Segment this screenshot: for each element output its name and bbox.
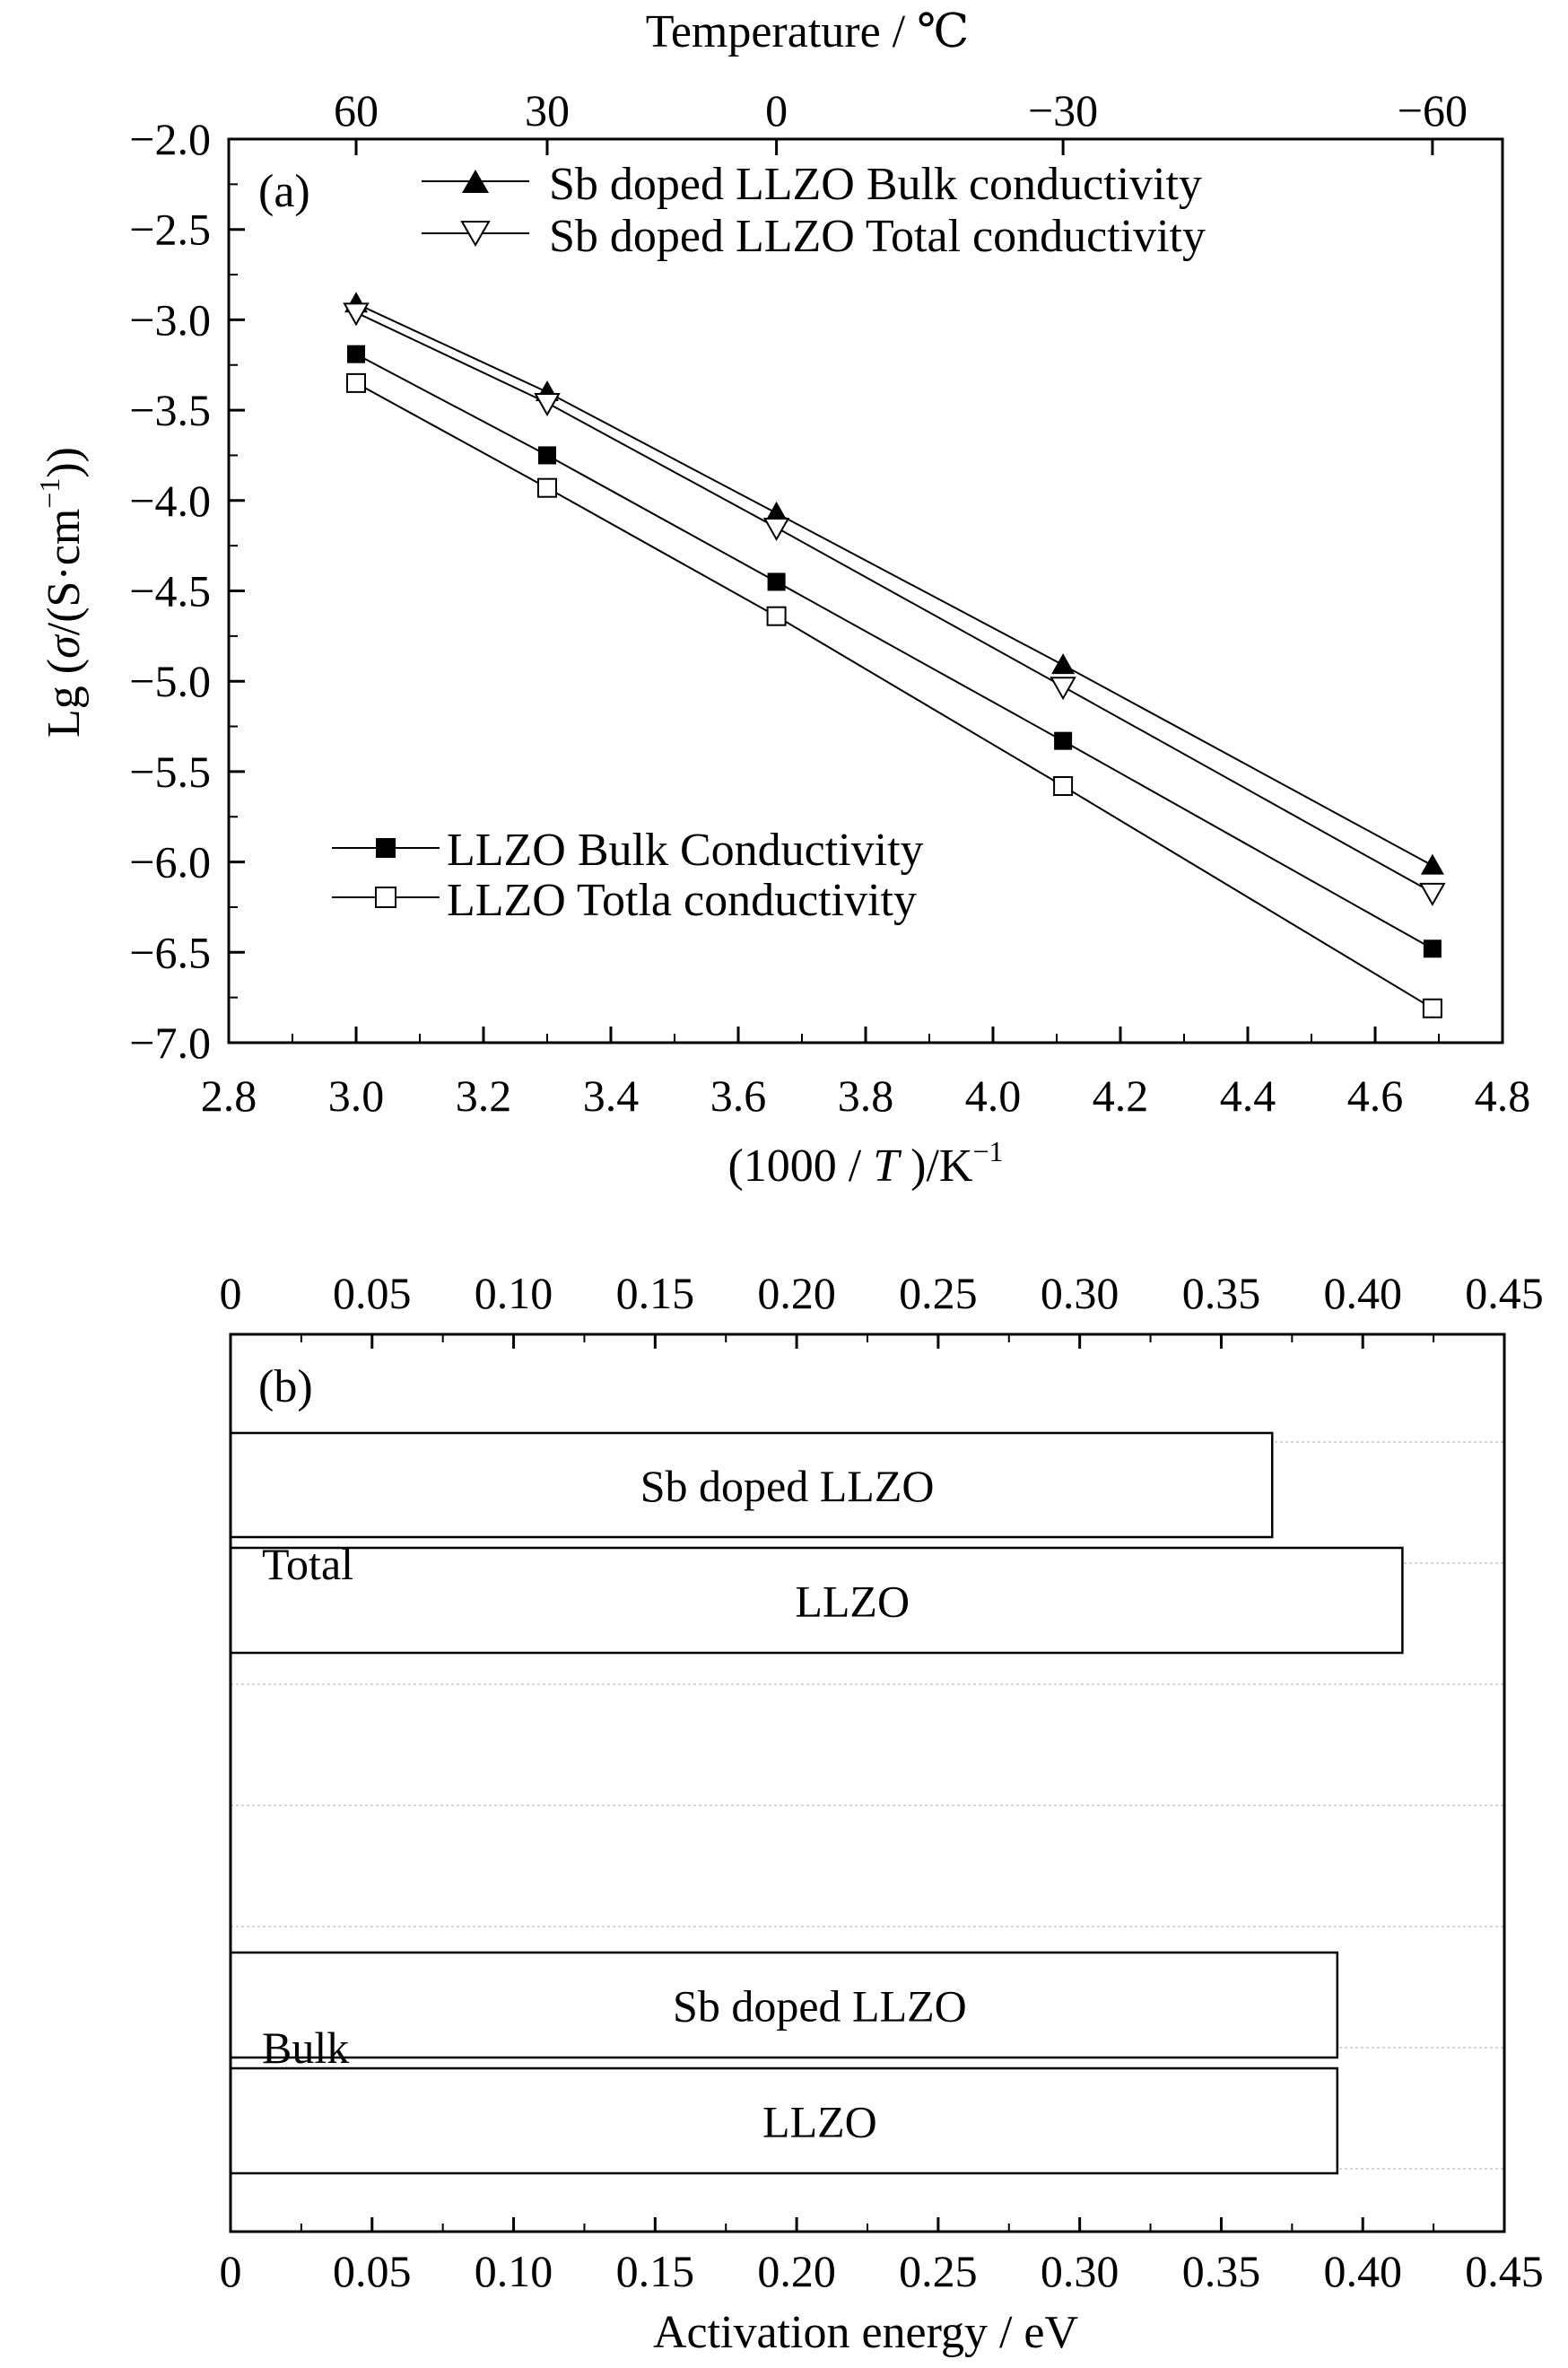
legend-item-sb-total bbox=[422, 211, 1206, 262]
y-tick-label: −4.0 bbox=[129, 475, 211, 526]
data-point bbox=[1054, 777, 1072, 795]
y-tick-label: −7.0 bbox=[129, 1018, 211, 1068]
legend-label-sb-bulk: Sb doped LLZO Bulk conductivity bbox=[549, 159, 1202, 210]
legend-item-llzo-bulk bbox=[332, 825, 924, 876]
panel-b-x-axis bbox=[220, 2217, 1544, 2296]
top-tick-label: 0 bbox=[219, 1268, 242, 1318]
y-tick-label: −5.5 bbox=[129, 746, 211, 797]
x-tick-label: 4.8 bbox=[1474, 1070, 1531, 1121]
panel-a-x-axis-label: (1000 / T )$/K^{-1}$ bbox=[727, 1135, 1004, 1192]
data-point bbox=[765, 519, 788, 539]
top-tick-label: 0.25 bbox=[899, 1268, 978, 1318]
legend-bottom bbox=[332, 825, 924, 926]
panel-a-conductivity-plot bbox=[33, 6, 1530, 1192]
group-label-total: Total bbox=[262, 1539, 354, 1589]
x-tick-label: 4.0 bbox=[964, 1070, 1022, 1121]
bar-group-total bbox=[231, 1433, 1402, 1653]
x-tick-label: 3.6 bbox=[710, 1070, 767, 1121]
top-tick-label: 0.10 bbox=[474, 1268, 553, 1318]
data-point bbox=[1054, 732, 1072, 750]
x-tick-label: 4.2 bbox=[1092, 1070, 1149, 1121]
series-sb-doped-llzo-bulk-conductivity bbox=[344, 292, 1444, 874]
y-tick-label: −5.0 bbox=[129, 656, 211, 707]
y-tick-label: −2.0 bbox=[129, 114, 211, 164]
data-point bbox=[1421, 884, 1444, 904]
x-tick-label: 3.4 bbox=[582, 1070, 640, 1121]
x-tick-label: 2.8 bbox=[200, 1070, 257, 1121]
top-tick-label: 60 bbox=[334, 85, 379, 135]
panel-a-top-axis-title: Temperature / ℃ bbox=[645, 6, 970, 57]
top-tick-label: 0 bbox=[765, 85, 788, 135]
panel-b-bars bbox=[231, 1433, 1402, 2173]
panel-a-x-axis bbox=[201, 1027, 1531, 1121]
panel-b-top-axis bbox=[220, 1268, 1544, 1349]
y-tick-label: −2.5 bbox=[129, 204, 211, 255]
data-point bbox=[1051, 653, 1075, 674]
legend-marker-square bbox=[376, 838, 396, 858]
panel-b-x-axis-label: Activation energy / eV bbox=[652, 2307, 1079, 2358]
bar-label: LLZO bbox=[795, 1576, 910, 1627]
x-tick-label: 0.35 bbox=[1181, 2246, 1261, 2296]
x-tick-label: 0.25 bbox=[899, 2246, 978, 2296]
data-point bbox=[1051, 677, 1075, 698]
data-point bbox=[768, 607, 786, 625]
top-tick-label: −30 bbox=[1027, 85, 1099, 135]
y-tick-label: −3.0 bbox=[129, 294, 211, 345]
y-tick-label: −6.0 bbox=[129, 836, 211, 887]
x-tick-label: 3.8 bbox=[837, 1070, 894, 1121]
top-tick-label: 0.20 bbox=[757, 1268, 836, 1318]
top-tick-label: 0.40 bbox=[1323, 1268, 1402, 1318]
x-tick-label: 4.4 bbox=[1219, 1070, 1276, 1121]
top-tick-label: 0.15 bbox=[615, 1268, 695, 1318]
top-tick-label: 0.05 bbox=[333, 1268, 412, 1318]
data-point bbox=[347, 345, 365, 363]
x-tick-label: 0.30 bbox=[1040, 2246, 1119, 2296]
x-tick-label: 0.05 bbox=[333, 2246, 412, 2296]
top-tick-label: 30 bbox=[525, 85, 570, 135]
top-tick-label: 0.30 bbox=[1040, 1268, 1119, 1318]
legend-marker-open-square bbox=[376, 887, 396, 907]
x-tick-label: 0 bbox=[219, 2246, 242, 2296]
data-point bbox=[1424, 1000, 1442, 1018]
data-point bbox=[538, 446, 556, 464]
y-tick-label: −3.5 bbox=[129, 385, 211, 436]
x-tick-label: 3.0 bbox=[327, 1070, 385, 1121]
series-line bbox=[356, 312, 1433, 893]
legend-top bbox=[422, 159, 1206, 262]
legend-item-sb-bulk bbox=[422, 159, 1202, 210]
y-tick-label: −6.5 bbox=[129, 927, 211, 978]
panel-b-activation-energy-chart bbox=[220, 1268, 1544, 2358]
bar-label: Sb doped LLZO bbox=[673, 1980, 967, 2032]
data-point bbox=[1421, 854, 1444, 875]
top-tick-label: 0.35 bbox=[1181, 1268, 1261, 1318]
panel-a-top-axis bbox=[334, 85, 1468, 155]
x-tick-label: 4.6 bbox=[1346, 1070, 1404, 1121]
panel-b-label: (b) bbox=[258, 1361, 313, 1412]
data-point bbox=[536, 394, 559, 415]
x-tick-label: 0.45 bbox=[1465, 2246, 1544, 2296]
panel-a-label: (a) bbox=[258, 166, 310, 217]
legend-item-llzo-total bbox=[332, 875, 917, 926]
legend-label-llzo-bulk: LLZO Bulk Conductivity bbox=[447, 825, 924, 876]
top-tick-label: −60 bbox=[1397, 85, 1468, 135]
x-tick-label: 0.10 bbox=[474, 2246, 553, 2296]
bar-group-bulk bbox=[231, 1953, 1337, 2173]
bar-label: Sb doped LLZO bbox=[640, 1461, 935, 1511]
x-tick-label: 0.40 bbox=[1323, 2246, 1402, 2296]
bar-label: LLZO bbox=[762, 2096, 877, 2147]
series-line bbox=[356, 303, 1433, 865]
series-sb-doped-llzo-total-conductivity bbox=[344, 303, 1444, 904]
x-tick-label: 3.2 bbox=[455, 1070, 512, 1121]
legend-label-sb-total: Sb doped LLZO Total conductivity bbox=[549, 211, 1206, 262]
legend-label-llzo-total: LLZO Totla conductivity bbox=[447, 875, 917, 926]
x-tick-label: 0.15 bbox=[615, 2246, 695, 2296]
data-point bbox=[768, 572, 786, 590]
data-point bbox=[1424, 939, 1442, 957]
group-label-bulk: Bulk bbox=[262, 2023, 350, 2073]
panel-a-y-axis-label: Lg $(\sigma/(S\cdot cm^{-1}))$ bbox=[33, 447, 90, 738]
top-tick-label: 0.45 bbox=[1465, 1268, 1544, 1318]
data-point bbox=[347, 374, 365, 392]
data-point bbox=[538, 479, 556, 497]
data-point bbox=[344, 303, 368, 324]
x-tick-label: 0.20 bbox=[757, 2246, 836, 2296]
y-tick-label: −4.5 bbox=[129, 565, 211, 616]
